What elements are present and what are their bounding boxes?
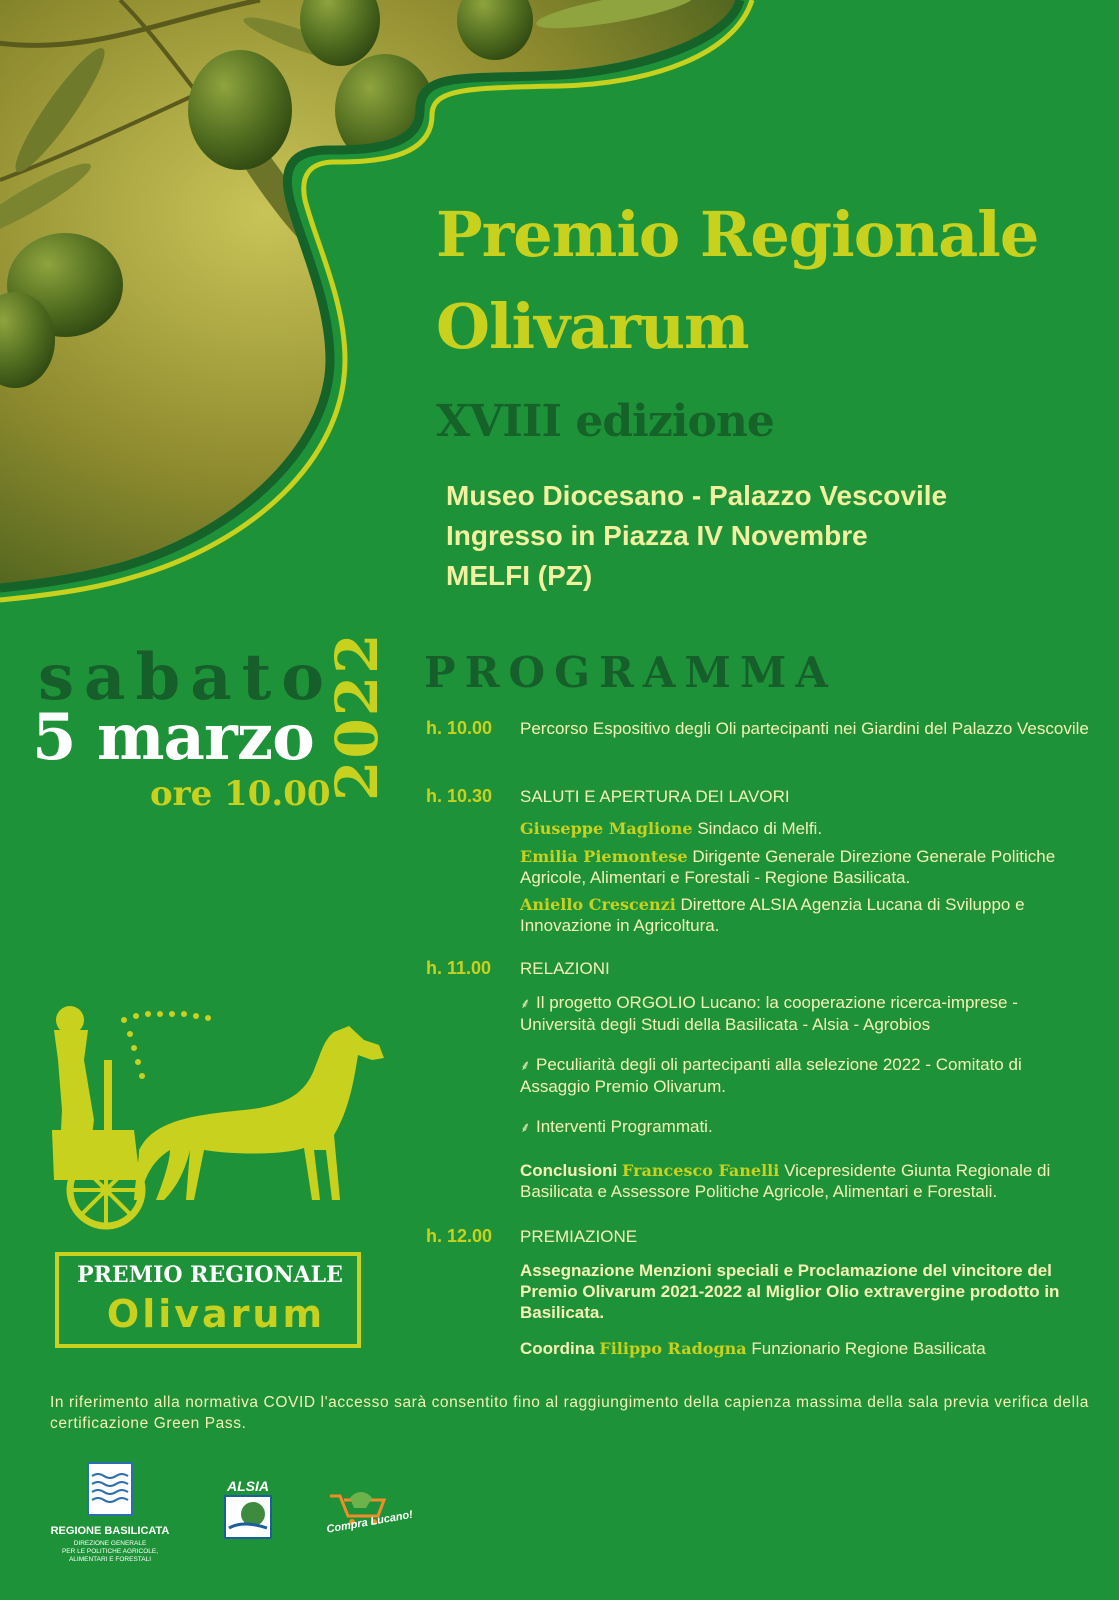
title-line2: Olivarum [436, 290, 749, 363]
alsia-logo [218, 1478, 278, 1545]
regione-coat-of-arms-icon [87, 1462, 133, 1516]
coordina-label: Coordina [520, 1339, 595, 1358]
regione-subtitle: DIREZIONE GENERALE PER LE POLITICHE AGRICOLE, ALIMENTARI E FORESTALI [61, 1540, 159, 1563]
leaf-bullet-icon: ⸙ [520, 1119, 531, 1135]
regione-name: REGIONE BASILICATA [50, 1525, 170, 1537]
logo-premio-regionale: PREMIO REGIONALE [77, 1262, 343, 1288]
chariot-horse-logo [44, 1000, 404, 1250]
alsia-label: ALSIA [227, 1478, 269, 1494]
speaker-3-role: Direttore ALSIA Agenzia Lucana di Sviluppo e Innovazione in Agricoltura. [520, 895, 1025, 935]
slot2-hour: h. 10.30 [426, 786, 493, 806]
relazione-item-1: ⸙ Il progetto ORGOLIO Lucano: la cooperazione ricerca-imprese - Università degli Studi della Basilicata - Alsia - Agrobios [520, 993, 1018, 1034]
venue-line2: Ingresso in Piazza IV Novembre [446, 520, 868, 551]
title-line1: Premio Regionale [436, 198, 1039, 271]
conclusioni-label: Conclusioni [520, 1161, 618, 1180]
compra-lucano-logo [325, 1486, 414, 1536]
compra-lucano-label: Compra Lucano! [325, 1508, 414, 1536]
slot4-text: PREMIAZIONE [520, 1227, 638, 1246]
regione-basilicata-logo [40, 1462, 180, 1564]
edition-label: XVIII edizione [436, 396, 774, 447]
speaker-3 [520, 894, 1090, 936]
speaker-1-name: Giuseppe Maglione [520, 819, 693, 838]
relazione-item-2: ⸙ Peculiarità degli oli partecipanti alla selezione 2022 - Comitato di Assaggio Premio Olivarum. [520, 1055, 1022, 1096]
venue-line1: Museo Diocesano - Palazzo Vescovile [446, 480, 948, 511]
conclusioni-role: Vicepresidente Giunta Regionale di Basilicata e Assessore Politiche Agricole, Alimentari e Forestali. [520, 1161, 1051, 1201]
leaf-bullet-icon: ⸙ [520, 1057, 531, 1073]
venue-line3: MELFI (PZ) [446, 560, 593, 591]
leaf-bullet-icon: ⸙ [520, 995, 531, 1011]
day-month: 5 marzo [32, 700, 314, 775]
relazione-item-3: ⸙ Interventi Programmati. [520, 1117, 713, 1136]
slot3-text: RELAZIONI [520, 959, 610, 978]
programma-heading: PROGRAMMA [424, 648, 838, 697]
speaker-2-name: Emilia Piemontese [520, 847, 688, 866]
speaker-3-name: Aniello Crescenzi [520, 895, 676, 914]
logo-olivarum: Olivarum [106, 1292, 326, 1336]
conclusioni-name: Francesco Fanelli [622, 1161, 780, 1180]
event-year: 2022 [323, 631, 391, 801]
event-time: ore 10.00 [150, 774, 331, 814]
premiazione-detail: Assegnazione Menzioni speciali e Proclamazione del vincitore del Premio Olivarum 2021-2022 al Miglior Olio extravergine prodotto in Basilicata. [520, 1261, 1060, 1322]
weekday: sabato [38, 640, 334, 715]
alsia-emblem-icon [223, 1494, 273, 1540]
speaker-2-role: Dirigente Generale Direzione Generale Politiche Agricole, Alimentari e Forestali - Regione Basilicata. [520, 847, 1056, 887]
conclusioni [520, 1160, 1090, 1202]
coordina-name: Filippo Radogna [599, 1339, 747, 1358]
speaker-1 [520, 818, 1090, 839]
slot1-hour: h. 10.00 [426, 718, 493, 738]
coordina-role: Funzionario Regione Basilicata [751, 1339, 986, 1358]
coordina [520, 1338, 1090, 1359]
slot4-hour: h. 12.00 [426, 1226, 493, 1246]
covid-note: In riferimento alla normativa COVID l'accesso sarà consentito fino al raggiungimento della capienza massima della sala previa verifica della certificazione Green Pass. [50, 1394, 1089, 1432]
slot1-text: Percorso Espositivo degli Oli partecipanti nei Giardini del Palazzo Vescovile [520, 719, 1089, 738]
slot2-text: SALUTI E APERTURA DEI LAVORI [520, 787, 790, 806]
slot3-hour: h. 11.00 [426, 958, 492, 978]
speaker-2 [520, 846, 1090, 888]
speaker-1-role: Sindaco di Melfi. [697, 819, 823, 838]
